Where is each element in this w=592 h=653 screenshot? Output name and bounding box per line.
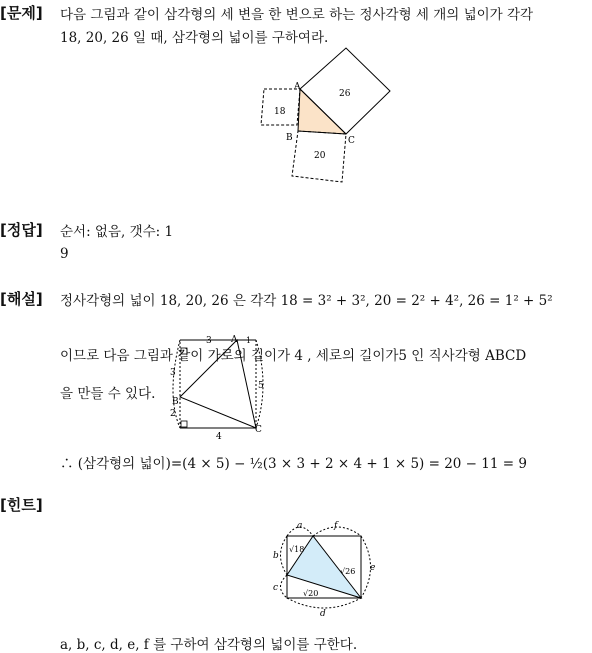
area-18-label: 18 (274, 107, 286, 117)
area-20-label: 20 (314, 151, 326, 161)
rectangle-abcd (180, 340, 256, 428)
hint-var-b: b (273, 551, 279, 561)
explanation-text-line4: ∴ (삼각형의 넓이)=(4 × 5) − ½(3 × 3 + 2 × 4 + 1 × 5) = 20 − 11 = 9 (60, 456, 527, 472)
hint-var-c: c (273, 583, 279, 593)
answer-value: 9 (60, 246, 69, 262)
point-a-label: A (294, 82, 301, 92)
fig-point-a: A (231, 335, 238, 345)
hint-var-d: d (320, 609, 326, 619)
label-left-3: 3 (170, 368, 176, 378)
hint-var-f: f (334, 521, 338, 531)
label-left-2: 2 (170, 409, 176, 419)
area-26-label: 26 (339, 89, 351, 99)
answer-text-line1: 순서: 없음, 갯수: 1 (60, 224, 174, 240)
hint-var-a: a (297, 521, 303, 531)
hint-figure (270, 516, 380, 620)
triangle-abc (180, 340, 256, 428)
problem-figure (256, 44, 406, 188)
hint-sqrt-26: √26 (340, 567, 356, 576)
hint-label: [힌트] (0, 496, 43, 514)
fig-point-b: B (172, 397, 179, 407)
hint-sqrt-18: √18 (289, 545, 305, 554)
explanation-figure (164, 332, 270, 444)
explanation-label: [해설] (0, 290, 43, 308)
explanation-text-line3: 을 만들 수 있다. (60, 386, 156, 402)
problem-label: [문제] (0, 4, 43, 22)
label-top-3: 3 (206, 336, 212, 346)
point-b-label: B (286, 133, 293, 143)
hint-sqrt-20: √20 (303, 589, 319, 598)
problem-text-line1: 다음 그림과 같이 삼각형의 세 변을 한 변으로 하는 정사각형 세 개의 넓이가 각각 (60, 7, 534, 23)
explanation-text-line2: 이므로 다음 그림과 같이 가로의 길이가 4 , 세로의 길이가5 인 직사각형 ABCD (60, 348, 527, 364)
label-bottom-1: 1 (246, 336, 252, 345)
problem-text-line2: 18, 20, 26 일 때, 삼각형의 넓이를 구하여라. (60, 30, 329, 46)
point-c-label: C (348, 136, 355, 146)
hint-var-e: e (370, 563, 376, 573)
label-right-5: 5 (258, 381, 264, 391)
explanation-text-line1: 정사각형의 넓이 18, 20, 26 은 각각 18 = 3² + 3², 20 = 2² + 4², 26 = 1² + 5² (60, 293, 553, 309)
hint-text-line1: a, b, c, d, e, f 를 구하여 삼각형의 넓이를 구한다. (60, 637, 358, 653)
label-bottom-4: 4 (216, 432, 222, 442)
fig-point-c: C (255, 425, 262, 435)
answer-label: [정답] (0, 221, 43, 239)
